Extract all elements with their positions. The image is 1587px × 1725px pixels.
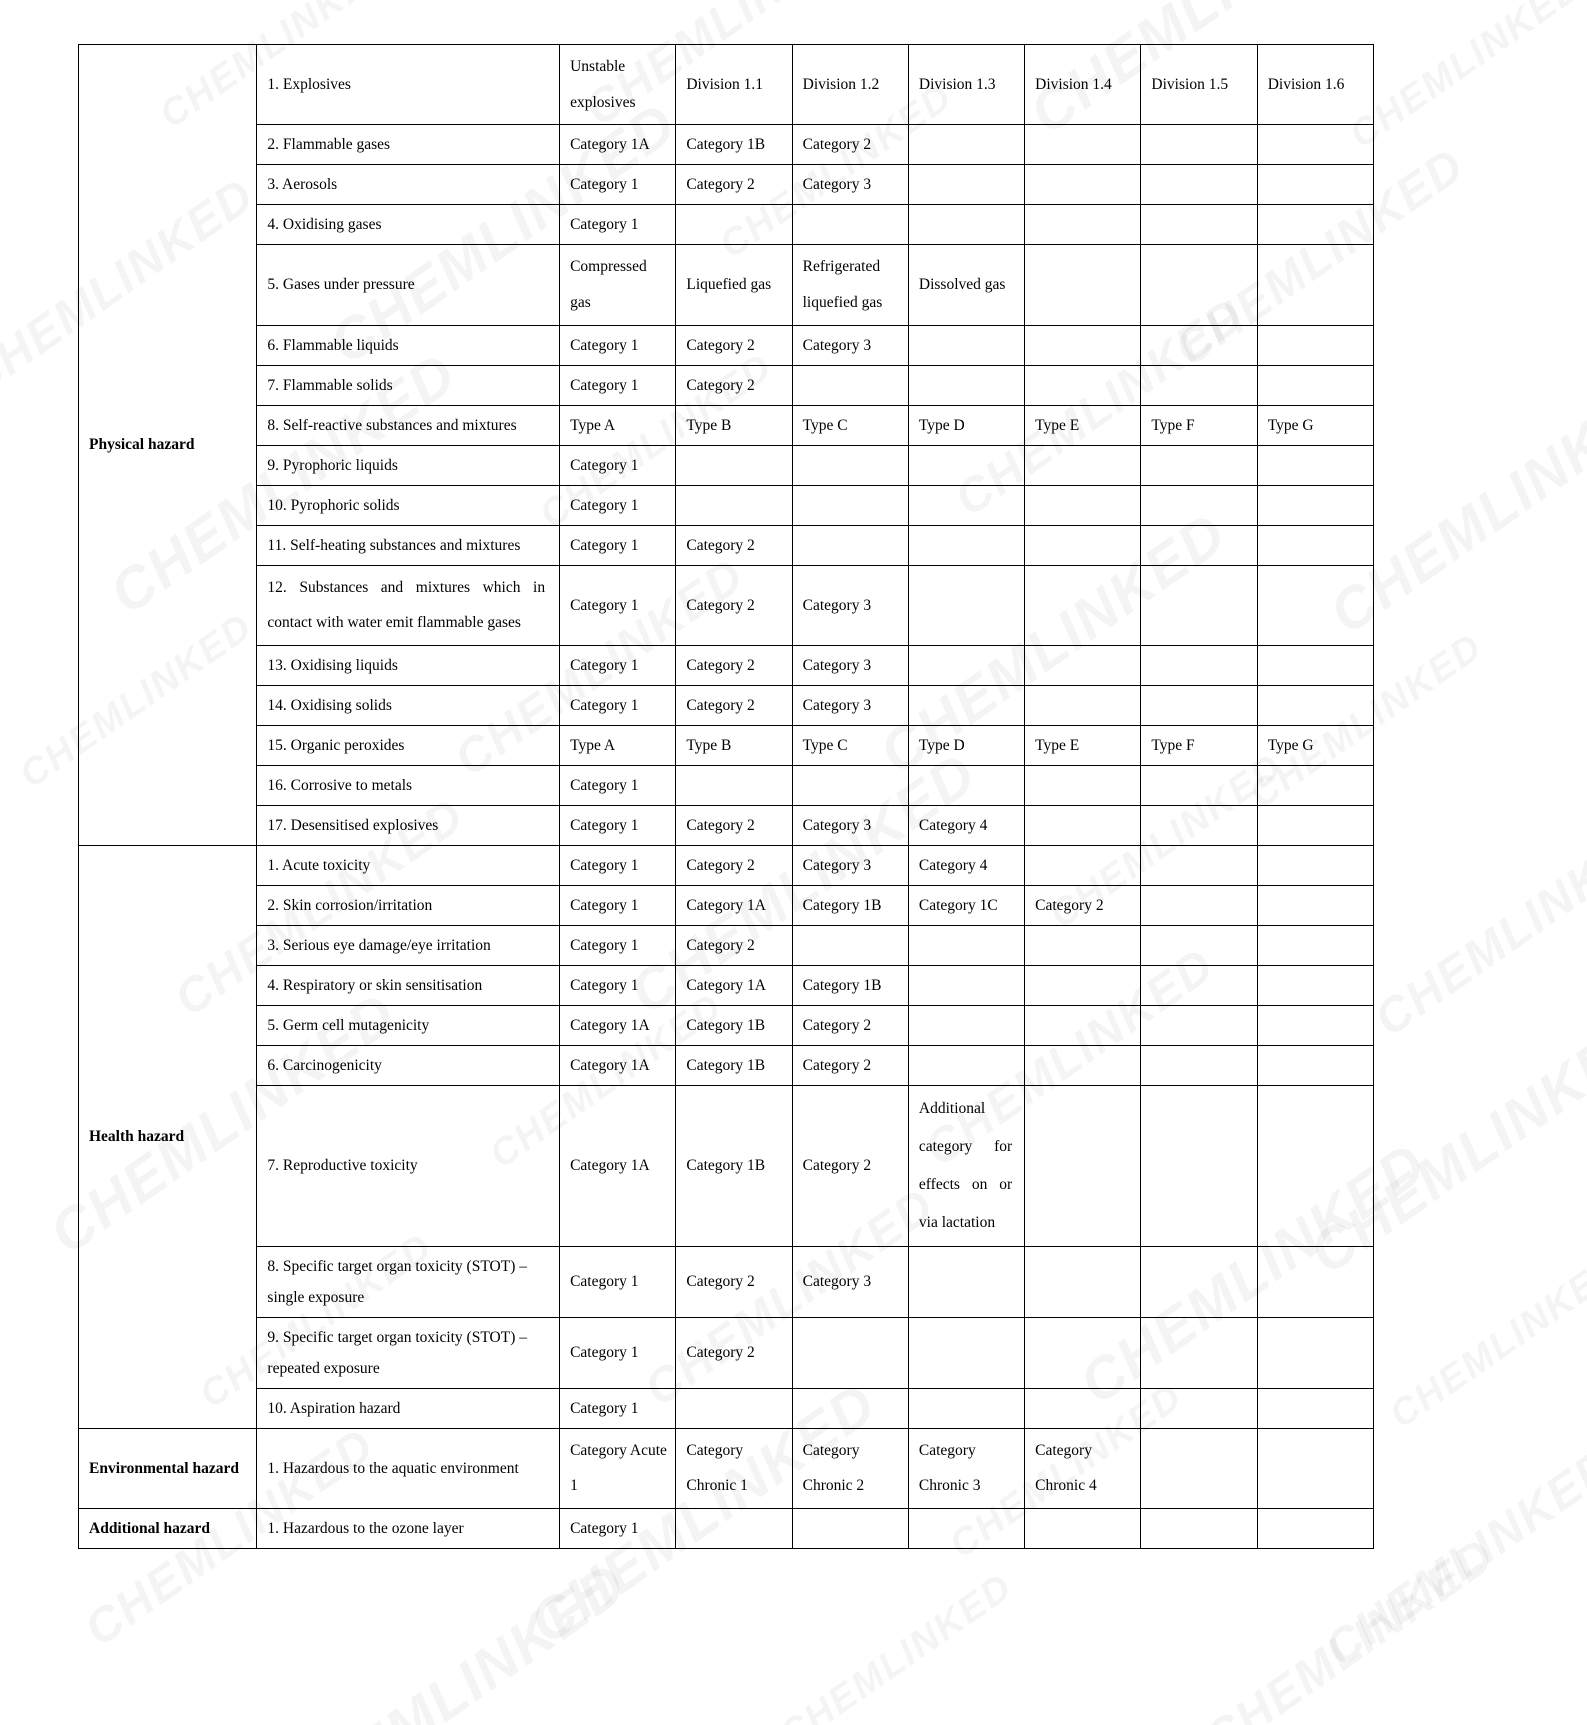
hazard-group-label: Additional hazard [79,1509,257,1549]
hazard-category-cell [792,1317,908,1388]
hazard-class-label: 6. Flammable liquids [257,325,560,365]
hazard-category-cell [1257,805,1373,845]
hazard-category-cell: Division 1.5 [1141,45,1257,125]
hazard-category-cell: Category 3 [792,565,908,645]
hazard-category-cell: Category 1B [676,1085,792,1246]
hazard-category-cell [1025,1045,1141,1085]
hazard-category-cell [1025,1388,1141,1428]
hazard-category-cell: Category Chronic 4 [1025,1428,1141,1508]
table-row [79,1317,1374,1388]
hazard-category-cell [1141,645,1257,685]
hazard-category-cell: Category 2 [676,525,792,565]
table-row [79,205,1374,245]
hazard-category-cell [676,445,792,485]
hazard-category-cell [1141,1005,1257,1045]
hazard-category-cell [1141,1388,1257,1428]
watermark-text [1342,0,1587,157]
hazard-category-cell: Category 2 [676,685,792,725]
hazard-category-cell [676,1509,792,1549]
table-row [79,365,1374,405]
hazard-category-cell [1141,885,1257,925]
hazard-category-cell [1257,1005,1373,1045]
hazard-category-cell: Category 2 [792,1045,908,1085]
hazard-category-cell [676,485,792,525]
hazard-category-cell: Type F [1141,405,1257,445]
hazard-classification-table-container [78,44,1374,1549]
table-body [79,45,1374,1549]
hazard-category-cell: Division 1.4 [1025,45,1141,125]
hazard-class-label: 11. Self-heating substances and mixtures [257,525,560,565]
hazard-category-cell: Category 2 [792,1085,908,1246]
hazard-category-cell: Category 1 [560,445,676,485]
hazard-class-label: 1. Hazardous to the ozone layer [257,1509,560,1549]
hazard-class-label: 8. Specific target organ toxicity (STOT) – single exposure [257,1246,560,1317]
hazard-category-cell [908,645,1024,685]
hazard-category-cell [1141,525,1257,565]
table-row [79,1005,1374,1045]
table-row [79,1085,1374,1246]
hazard-category-cell: Category 1 [560,1509,676,1549]
hazard-category-cell [1025,685,1141,725]
hazard-category-cell [1025,845,1141,885]
hazard-category-cell: Liquefied gas [676,245,792,325]
hazard-category-cell: Category 2 [792,125,908,165]
hazard-category-cell: Category 1A [560,1045,676,1085]
hazard-category-cell [1025,445,1141,485]
table-row [79,125,1374,165]
watermark-text [1382,1246,1587,1438]
table-row [79,805,1374,845]
table-row [79,885,1374,925]
hazard-category-cell: Category 3 [792,845,908,885]
hazard-category-cell: Category 1C [908,885,1024,925]
hazard-class-label: 12. Substances and mixtures which in contact with water emit flammable gases [257,565,560,645]
hazard-category-cell [1257,485,1373,525]
hazard-category-cell [1141,685,1257,725]
hazard-category-cell [1257,445,1373,485]
hazard-category-cell: Division 1.1 [676,45,792,125]
hazard-category-cell [1025,1509,1141,1549]
hazard-category-cell [908,205,1024,245]
hazard-category-cell [1141,925,1257,965]
hazard-category-cell [1257,365,1373,405]
hazard-category-cell [908,1388,1024,1428]
hazard-category-cell: Category 1A [560,1005,676,1045]
hazard-category-cell [676,1388,792,1428]
table-row [79,1246,1374,1317]
hazard-group-label: Environmental hazard [79,1428,257,1508]
hazard-category-cell: Type E [1025,405,1141,445]
hazard-category-cell [792,445,908,485]
hazard-class-label: 1. Acute toxicity [257,845,560,885]
hazard-class-label: 3. Aerosols [257,165,560,205]
hazard-category-cell: Category Chronic 2 [792,1428,908,1508]
hazard-class-label: 8. Self-reactive substances and mixtures [257,405,560,445]
hazard-category-cell [908,765,1024,805]
hazard-category-cell [1257,1317,1373,1388]
hazard-category-cell [1025,805,1141,845]
hazard-category-cell [1257,1428,1373,1508]
hazard-category-cell [1257,845,1373,885]
hazard-category-cell: Category 2 [676,645,792,685]
hazard-category-cell: Division 1.3 [908,45,1024,125]
hazard-category-cell [676,765,792,805]
hazard-category-cell: Category Acute 1 [560,1428,676,1508]
hazard-category-cell: Category 1 [560,485,676,525]
hazard-group-label: Physical hazard [79,45,257,846]
table-row [79,405,1374,445]
hazard-category-cell: Division 1.6 [1257,45,1373,125]
hazard-category-cell: Category Chronic 3 [908,1428,1024,1508]
hazard-category-cell: Category 2 [676,1317,792,1388]
table-row [79,565,1374,645]
hazard-class-label: 1. Hazardous to the aquatic environment [257,1428,560,1508]
hazard-category-cell: Category 2 [676,325,792,365]
hazard-category-cell [1141,565,1257,645]
hazard-category-cell [908,1509,1024,1549]
hazard-category-cell: Category 1 [560,205,676,245]
hazard-category-cell [1025,645,1141,685]
hazard-category-cell [1141,1509,1257,1549]
watermark-text [1195,1527,1505,1725]
hazard-category-cell [908,1246,1024,1317]
hazard-category-cell: Category 4 [908,845,1024,885]
table-row [79,1509,1374,1549]
hazard-class-label: 4. Oxidising gases [257,205,560,245]
hazard-class-label: 10. Aspiration hazard [257,1388,560,1428]
hazard-category-cell [1141,765,1257,805]
hazard-category-cell [908,525,1024,565]
table-row [79,645,1374,685]
hazard-category-cell: Type D [908,405,1024,445]
table-row [79,485,1374,525]
hazard-category-cell [1257,1085,1373,1246]
hazard-category-cell [1257,685,1373,725]
hazard-category-cell: Category 1A [560,1085,676,1246]
hazard-class-label: 4. Respiratory or skin sensitisation [257,965,560,1005]
hazard-category-cell [1257,645,1373,685]
table-row [79,685,1374,725]
hazard-category-cell [1141,125,1257,165]
hazard-category-cell [1141,1428,1257,1508]
hazard-class-label: 13. Oxidising liquids [257,645,560,685]
hazard-category-cell: Type E [1025,725,1141,765]
hazard-category-cell [1141,1085,1257,1246]
hazard-category-cell: Category 1 [560,925,676,965]
hazard-class-label: 6. Carcinogenicity [257,1045,560,1085]
hazard-category-cell [908,565,1024,645]
hazard-category-cell [1257,1509,1373,1549]
hazard-category-cell: Category Chronic 1 [676,1428,792,1508]
hazard-category-cell: Category 3 [792,645,908,685]
hazard-category-cell: Category 2 [676,925,792,965]
hazard-category-cell: Type G [1257,405,1373,445]
hazard-category-cell [676,205,792,245]
hazard-category-cell: Category 2 [676,845,792,885]
hazard-class-label: 7. Reproductive toxicity [257,1085,560,1246]
hazard-category-cell [1257,765,1373,805]
hazard-category-cell: Dissolved gas [908,245,1024,325]
hazard-category-cell: Category 1 [560,885,676,925]
hazard-category-cell: Category 4 [908,805,1024,845]
hazard-category-cell: Category 3 [792,685,908,725]
hazard-group-label: Health hazard [79,845,257,1428]
hazard-category-cell [1025,925,1141,965]
hazard-category-cell: Refrigerated liquefied gas [792,245,908,325]
hazard-class-label: 15. Organic peroxides [257,725,560,765]
hazard-category-cell: Category 1B [676,125,792,165]
hazard-category-cell [1025,965,1141,1005]
hazard-category-cell [1025,485,1141,525]
watermark-text [1365,807,1587,1047]
hazard-category-cell: Type A [560,405,676,445]
hazard-category-cell: Category 1 [560,165,676,205]
hazard-category-cell [908,1317,1024,1388]
hazard-category-cell: Category 1A [560,125,676,165]
hazard-category-cell [792,485,908,525]
hazard-class-label: 7. Flammable solids [257,365,560,405]
hazard-category-cell: Type A [560,725,676,765]
hazard-category-cell: Category 1 [560,965,676,1005]
hazard-category-cell: Category 1 [560,365,676,405]
hazard-category-cell: Category 1B [676,1005,792,1045]
hazard-category-cell: Category 3 [792,325,908,365]
hazard-category-cell: Category 2 [792,1005,908,1045]
hazard-class-label: 2. Skin corrosion/irritation [257,885,560,925]
hazard-category-cell: Additional category for effects on or via lactation [908,1085,1024,1246]
hazard-class-label: 2. Flammable gases [257,125,560,165]
hazard-category-cell [1025,325,1141,365]
hazard-category-cell [1141,165,1257,205]
table-row [79,325,1374,365]
table-row [79,725,1374,765]
hazard-category-cell [1257,125,1373,165]
hazard-category-cell [1025,205,1141,245]
table-row [79,45,1374,125]
hazard-category-cell: Type G [1257,725,1373,765]
hazard-classification-table [78,44,1374,1549]
table-row [79,1388,1374,1428]
hazard-category-cell: Category 1 [560,1246,676,1317]
hazard-category-cell: Category 1 [560,325,676,365]
hazard-category-cell [908,325,1024,365]
hazard-category-cell [1141,485,1257,525]
hazard-class-label: 5. Germ cell mutagenicity [257,1005,560,1045]
hazard-category-cell [1025,765,1141,805]
hazard-category-cell [1141,1045,1257,1085]
hazard-category-cell [1257,325,1373,365]
hazard-category-cell [908,1045,1024,1085]
hazard-category-cell: Category 1 [560,1388,676,1428]
hazard-category-cell [1257,1388,1373,1428]
hazard-category-cell: Category 1A [676,965,792,1005]
hazard-category-cell: Category 3 [792,805,908,845]
hazard-category-cell [1257,965,1373,1005]
hazard-category-cell: Category 3 [792,1246,908,1317]
hazard-category-cell [1141,325,1257,365]
hazard-category-cell [792,925,908,965]
hazard-category-cell: Category 1 [560,565,676,645]
hazard-class-label: 5. Gases under pressure [257,245,560,325]
hazard-category-cell: Category 1 [560,525,676,565]
hazard-category-cell: Category 3 [792,165,908,205]
table-row [79,845,1374,885]
hazard-category-cell [1141,365,1257,405]
hazard-category-cell: Compressed gas [560,245,676,325]
hazard-category-cell [792,765,908,805]
hazard-category-cell [908,1005,1024,1045]
hazard-category-cell [1257,1045,1373,1085]
hazard-category-cell [1025,125,1141,165]
hazard-category-cell [1141,205,1257,245]
hazard-category-cell [1025,1085,1141,1246]
table-row [79,245,1374,325]
hazard-category-cell [1025,165,1141,205]
hazard-category-cell: Type C [792,405,908,445]
hazard-category-cell [1257,205,1373,245]
hazard-category-cell [908,485,1024,525]
table-row [79,525,1374,565]
hazard-category-cell [792,1509,908,1549]
hazard-category-cell [1141,845,1257,885]
hazard-category-cell: Type B [676,405,792,445]
hazard-category-cell: Category 2 [1025,885,1141,925]
hazard-category-cell [1141,445,1257,485]
hazard-category-cell: Division 1.2 [792,45,908,125]
hazard-category-cell: Category 1B [792,965,908,1005]
hazard-category-cell [1025,1005,1141,1045]
hazard-category-cell [792,365,908,405]
hazard-class-label: 1. Explosives [257,45,560,125]
hazard-category-cell [792,205,908,245]
hazard-category-cell [908,925,1024,965]
hazard-category-cell [908,445,1024,485]
hazard-category-cell [1257,925,1373,965]
hazard-class-label: 17. Desensitised explosives [257,805,560,845]
hazard-category-cell [1257,165,1373,205]
hazard-category-cell: Category 1B [792,885,908,925]
hazard-category-cell: Category 2 [676,565,792,645]
hazard-category-cell [1257,525,1373,565]
hazard-class-label: 9. Pyrophoric liquids [257,445,560,485]
hazard-category-cell [1257,1246,1373,1317]
hazard-category-cell: Type B [676,725,792,765]
hazard-category-cell [908,685,1024,725]
table-row [79,765,1374,805]
hazard-category-cell [792,1388,908,1428]
hazard-category-cell: Unstable explosives [560,45,676,125]
hazard-category-cell [908,165,1024,205]
hazard-category-cell [1257,885,1373,925]
hazard-category-cell: Type D [908,725,1024,765]
hazard-category-cell: Type C [792,725,908,765]
table-row [79,965,1374,1005]
hazard-category-cell [1025,525,1141,565]
hazard-category-cell [1025,365,1141,405]
hazard-category-cell [1141,965,1257,1005]
hazard-category-cell [1141,1246,1257,1317]
hazard-class-label: 14. Oxidising solids [257,685,560,725]
hazard-category-cell: Category 1 [560,645,676,685]
hazard-category-cell [908,965,1024,1005]
table-row [79,445,1374,485]
hazard-category-cell [792,525,908,565]
table-row [79,925,1374,965]
watermark-text [268,1549,640,1725]
hazard-category-cell: Category 2 [676,805,792,845]
table-row [79,1045,1374,1085]
hazard-category-cell: Category 1 [560,1317,676,1388]
hazard-category-cell [1025,565,1141,645]
hazard-category-cell: Category 1B [676,1045,792,1085]
hazard-category-cell [1141,1317,1257,1388]
hazard-category-cell: Category 1A [676,885,792,925]
table-row [79,165,1374,205]
hazard-class-label: 16. Corrosive to metals [257,765,560,805]
hazard-category-cell: Category 1 [560,845,676,885]
hazard-category-cell: Category 2 [676,365,792,405]
hazard-category-cell [1025,245,1141,325]
hazard-category-cell: Category 2 [676,1246,792,1317]
hazard-class-label: 3. Serious eye damage/eye irritation [257,925,560,965]
hazard-class-label: 9. Specific target organ toxicity (STOT) – repeated exposure [257,1317,560,1388]
hazard-category-cell: Category 1 [560,765,676,805]
hazard-category-cell [1025,1317,1141,1388]
hazard-category-cell [1025,1246,1141,1317]
watermark-text [772,1566,1021,1725]
hazard-category-cell [1141,805,1257,845]
hazard-category-cell [908,125,1024,165]
table-row [79,1428,1374,1508]
hazard-category-cell [1257,245,1373,325]
hazard-class-label: 10. Pyrophoric solids [257,485,560,525]
hazard-category-cell: Type F [1141,725,1257,765]
hazard-category-cell: Category 1 [560,685,676,725]
hazard-category-cell [1257,565,1373,645]
hazard-category-cell [908,365,1024,405]
hazard-category-cell: Category 1 [560,805,676,845]
hazard-category-cell [1141,245,1257,325]
hazard-category-cell: Category 2 [676,165,792,205]
